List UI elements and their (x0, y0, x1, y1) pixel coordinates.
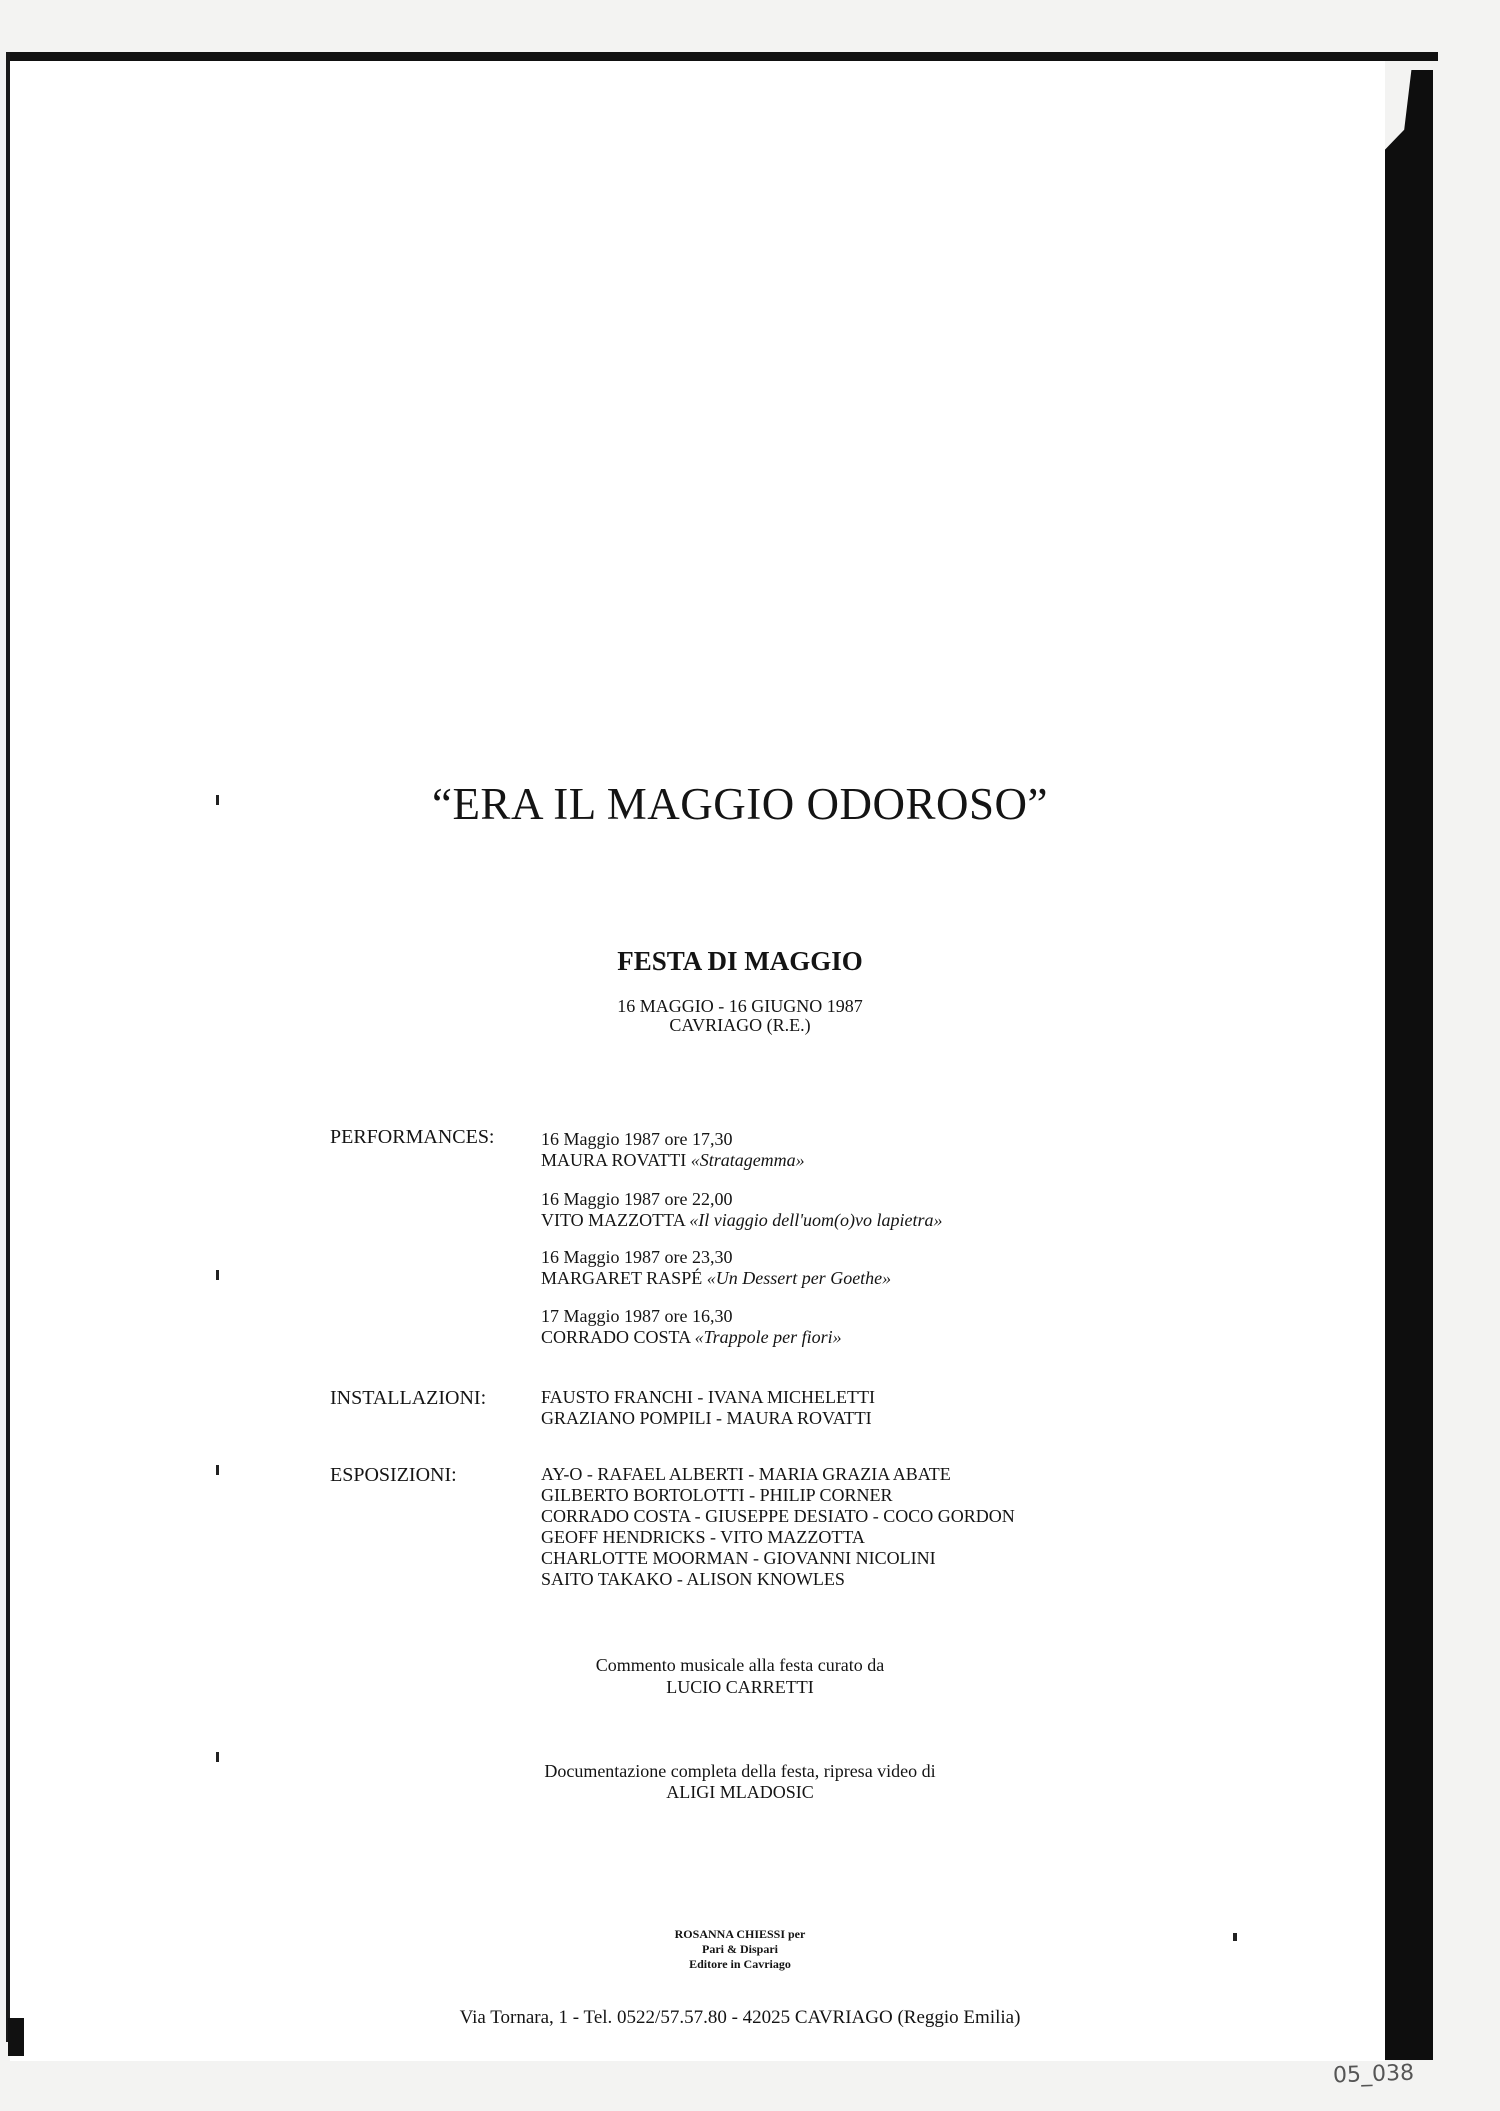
esposizioni-list (541, 1464, 1015, 1590)
performance-work: «Un Dessert per Goethe» (706, 1268, 892, 1288)
esposizioni-line: SAITO TAKAKO - ALISON KNOWLES (541, 1569, 845, 1589)
scan-speck (216, 1465, 219, 1475)
publisher-line: Editore in Cavriago (689, 1957, 791, 1971)
performance-artist: MARGARET RASPÉ (541, 1268, 703, 1288)
archive-code: 05_038 (1332, 2060, 1415, 2089)
performance-work: «Il viaggio dell'uom(o)vo lapietra» (689, 1210, 943, 1230)
esposizioni-line: GILBERTO BORTOLOTTI - PHILIP CORNER (541, 1485, 893, 1505)
event-place: CAVRIAGO (R.E.) (669, 1015, 811, 1035)
installazioni-label: INSTALLAZIONI: (330, 1387, 487, 1409)
event-name: FESTA DI MAGGIO (617, 946, 863, 976)
esposizioni-line: CORRADO COSTA - GIUSEPPE DESIATO - COCO GORDON (541, 1506, 1015, 1526)
esposizioni-line: CHARLOTTE MOORMAN - GIOVANNI NICOLINI (541, 1548, 936, 1568)
scan-speck (216, 1270, 219, 1280)
installazioni-line: FAUSTO FRANCHI - IVANA MICHELETTI (541, 1387, 876, 1407)
performances-label: PERFORMANCES: (330, 1126, 495, 1148)
performance-item (541, 1306, 842, 1348)
music-credit-line: Commento musicale alla festa curato da (595, 1655, 885, 1675)
publisher-line: Pari & Dispari (702, 1942, 778, 1956)
esposizioni-line: GEOFF HENDRICKS - VITO MAZZOTTA (541, 1527, 865, 1547)
footer-address: Via Tornara, 1 - Tel. 0522/57.57.80 - 42025 CAVRIAGO (Reggio Emilia) (459, 2007, 1021, 2028)
esposizioni-label: ESPOSIZIONI: (330, 1464, 457, 1486)
event-dates: 16 MAGGIO - 16 GIUGNO 1987 (617, 996, 863, 1016)
performance-artist: VITO MAZZOTTA (541, 1210, 685, 1230)
documentation-line: Documentazione completa della festa, ripresa video di (544, 1761, 936, 1781)
esposizioni-line: AY-O - RAFAEL ALBERTI - MARIA GRAZIA ABATE (541, 1464, 951, 1484)
installazioni-line: GRAZIANO POMPILI - MAURA ROVATTI (541, 1408, 872, 1428)
performance-when: 16 Maggio 1987 ore 22,00 (541, 1189, 733, 1209)
performance-item (541, 1129, 805, 1171)
publisher-line: ROSANNA CHIESSI per (674, 1927, 806, 1941)
publisher-credit (0, 1927, 1480, 1972)
performance-item (541, 1189, 943, 1231)
performance-when: 16 Maggio 1987 ore 23,30 (541, 1247, 733, 1267)
performance-artist: MAURA ROVATTI (541, 1150, 687, 1170)
performance-work: «Stratagemma» (690, 1150, 805, 1170)
scan-edge-top (6, 52, 1438, 61)
performance-item (541, 1247, 891, 1289)
performance-when: 16 Maggio 1987 ore 17,30 (541, 1129, 733, 1149)
performance-work: «Trappole per fiori» (694, 1327, 842, 1347)
documentation-name: ALIGI MLADOSIC (666, 1782, 814, 1802)
performance-when: 17 Maggio 1987 ore 16,30 (541, 1306, 733, 1326)
performance-artist: CORRADO COSTA (541, 1327, 691, 1347)
page-title: “ERA IL MAGGIO ODOROSO” (431, 779, 1049, 829)
music-credit-name: LUCIO CARRETTI (666, 1677, 814, 1697)
installazioni-list (541, 1387, 875, 1429)
